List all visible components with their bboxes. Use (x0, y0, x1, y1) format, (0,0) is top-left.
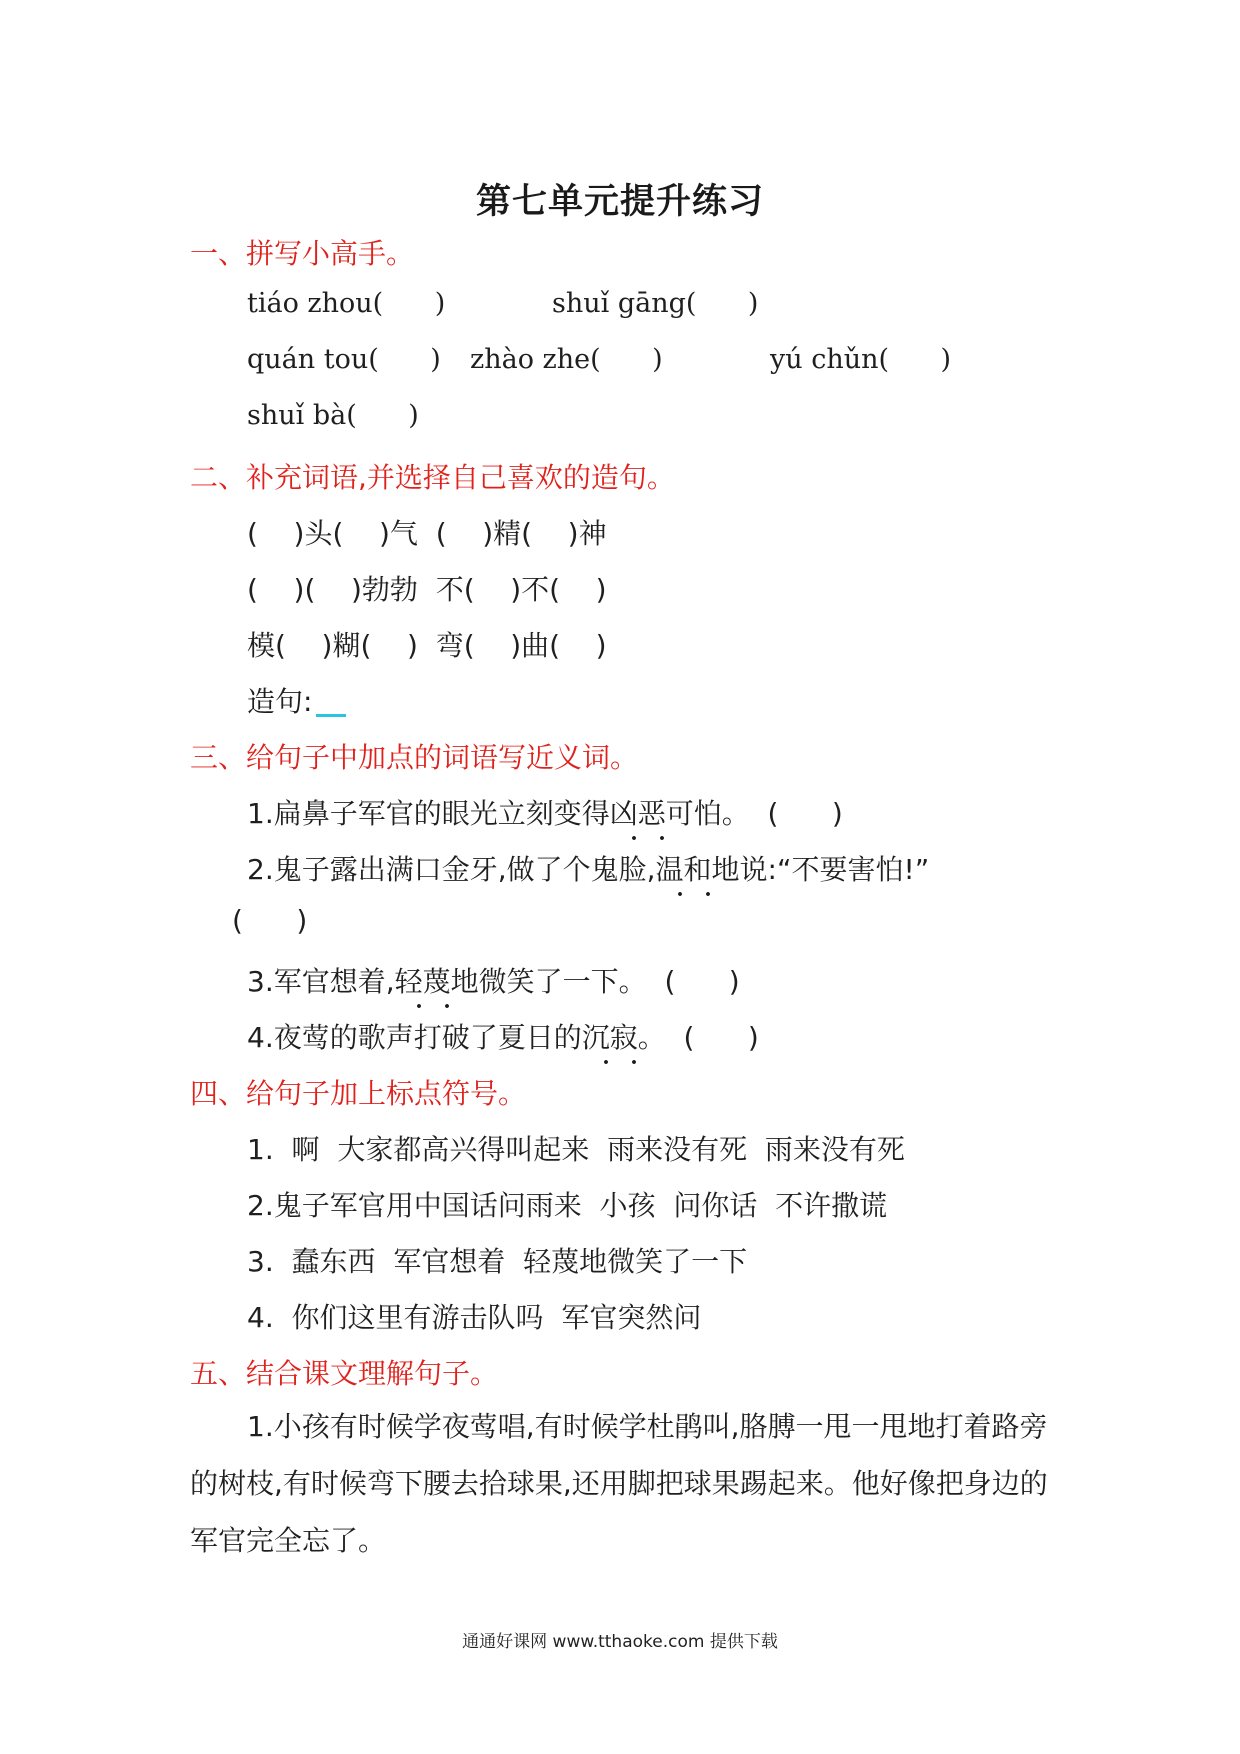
sentence-label: 造句: (247, 685, 313, 718)
punctuation-question: 4. 你们这里有游击队吗 军官突然问 (247, 1301, 702, 1334)
dotted-word: 温和 (656, 848, 712, 888)
section-3-heading: 三、给句子中加点的词语写近义词。 (190, 741, 639, 774)
question-text: 地说:“不要害怕!” (711, 853, 930, 886)
synonym-question (247, 848, 929, 888)
answer-blank[interactable] (316, 714, 346, 717)
word-fill-row: ( )( )勃勃 不( )不( ) (247, 573, 607, 606)
page-title: 第七单元提升练习 (475, 182, 764, 222)
dotted-word: 沉寂 (582, 1016, 638, 1056)
punctuation-question: 1. 啊 大家都高兴得叫起来 雨来没有死 雨来没有死 (247, 1133, 905, 1166)
question-text: 。 ( ) (637, 1021, 759, 1054)
section-2-heading: 二、补充词语,并选择自己喜欢的造句。 (190, 461, 675, 494)
section-4-heading: 四、给句子加上标点符号。 (190, 1077, 527, 1110)
footer-source: 通通好课网 www.tthaoke.com 提供下载 (462, 1632, 778, 1652)
question-text: 可怕。 ( ) (665, 797, 843, 830)
section-5-heading: 五、结合课文理解句子。 (190, 1357, 499, 1390)
punctuation-question: 3. 蠢东西 军官想着 轻蔑地微笑了一下 (247, 1245, 748, 1278)
word-fill-row: ( )头( )气 ( )精( )神 (247, 517, 607, 550)
pinyin-item: tiáo zhou( ) (247, 288, 446, 319)
punctuation-question: 2.鬼子军官用中国话问雨来 小孩 问你话 不许撒谎 (247, 1189, 888, 1222)
pinyin-item: shuǐ gāng( ) (552, 288, 759, 319)
section-1-heading: 一、拼写小高手。 (190, 237, 415, 270)
word-fill-row: 模( )糊( ) 弯( )曲( ) (247, 629, 607, 662)
question-text: 1.扁鼻子军官的眼光立刻变得 (247, 797, 610, 830)
synonym-question (247, 1016, 759, 1056)
answer-paren: ( ) (232, 904, 308, 937)
reading-paragraph: 1.小孩有时候学夜莺唱,有时候学杜鹃叫,胳膊一甩一甩地打着路旁的树枝,有时候弯下腰去拾球果,还用脚把球果踢起来。他好像把身边的军官完全忘了。 (190, 1410, 1048, 1557)
question-text: 3.军官想着, (247, 965, 395, 998)
pinyin-item: quán tou( ) (247, 344, 441, 375)
pinyin-item: zhào zhe( ) (470, 344, 663, 375)
dotted-word: 轻蔑 (395, 960, 451, 1000)
question-text: 地微笑了一下。 ( ) (450, 965, 740, 998)
sentence-answer-line (247, 680, 346, 720)
synonym-question (247, 792, 843, 832)
question-text: 4.夜莺的歌声打破了夏日的 (247, 1021, 582, 1054)
synonym-question (247, 960, 740, 1000)
dotted-word: 凶恶 (610, 792, 666, 832)
pinyin-item: shuǐ bà( ) (247, 400, 419, 431)
pinyin-item: yú chǔn( ) (770, 344, 952, 375)
question-text: 2.鬼子露出满口金牙,做了个鬼脸, (247, 853, 656, 886)
